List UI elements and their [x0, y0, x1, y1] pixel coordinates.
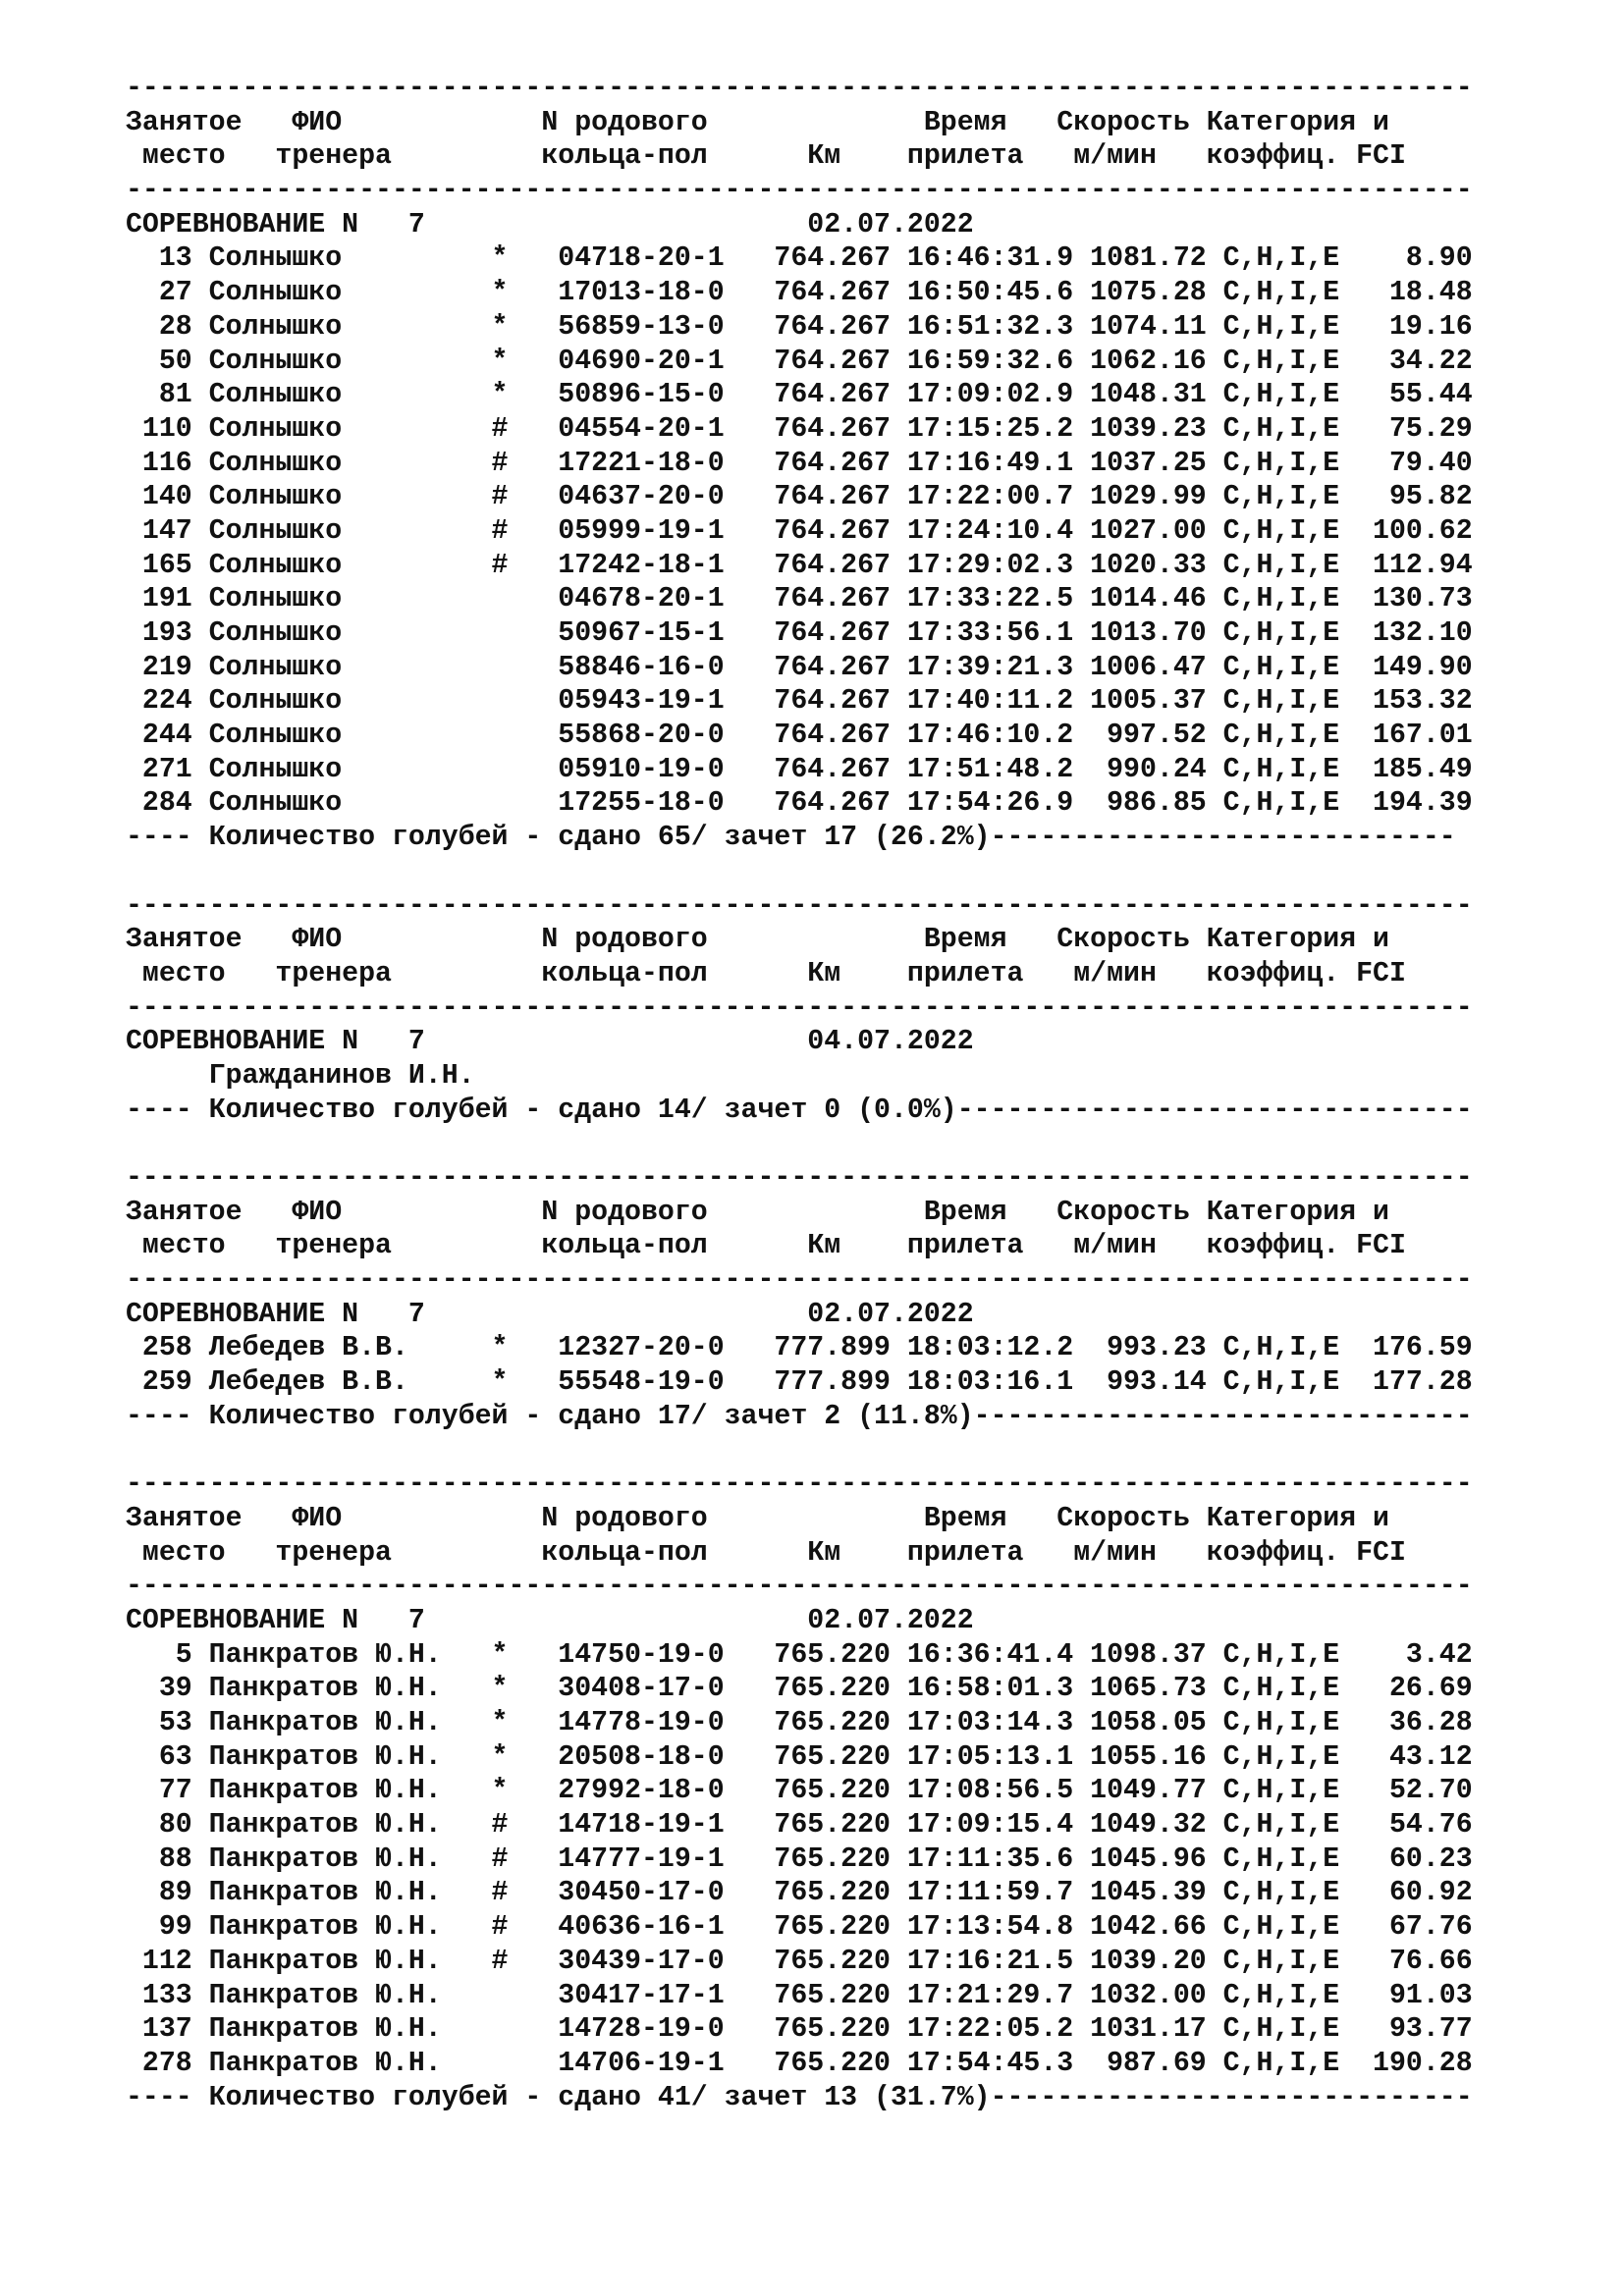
rule-top: --------------------------------------------------------------------------------- [126, 890, 1473, 922]
result-row: Гражданинов И.Н. [126, 1060, 475, 1092]
summary-line: ---- Количество голубей - сдано 65/ зачет 17 (26.2%)---------------------------- [126, 823, 1456, 854]
result-row: 116 Солнышко # 17221-18-0 764.267 17:16:49.1 1037.25 C,H,I,E 79.40 [126, 448, 1473, 479]
result-row: 110 Солнышко # 04554-20-1 764.267 17:15:25.2 1039.23 C,H,I,E 75.29 [126, 413, 1473, 445]
result-row: 27 Солнышко * 17013-18-0 764.267 16:50:45.6 1075.28 C,H,I,E 18.48 [126, 278, 1473, 309]
competition-line: СОРЕВНОВАНИЕ N 7 02.07.2022 [126, 209, 974, 240]
result-row: 224 Солнышко 05943-19-1 764.267 17:40:11.2 1005.37 C,H,I,E 153.32 [126, 686, 1473, 718]
result-row: 140 Солнышко # 04637-20-0 764.267 17:22:00.7 1029.99 C,H,I,E 95.82 [126, 482, 1473, 513]
rule-mid: --------------------------------------------------------------------------------- [126, 1265, 1473, 1297]
result-row: 77 Панкратов Ю.Н. * 27992-18-0 765.220 17:08:56.5 1049.77 C,H,I,E 52.70 [126, 1776, 1473, 1807]
competition-line: СОРЕВНОВАНИЕ N 7 02.07.2022 [126, 1299, 974, 1330]
summary-line: ---- Количество голубей - сдано 14/ зачет 0 (0.0%)------------------------------- [126, 1095, 1473, 1126]
rule-top: --------------------------------------------------------------------------------- [126, 74, 1473, 104]
result-row: 88 Панкратов Ю.Н. # 14777-19-1 765.220 17:11:35.6 1045.96 C,H,I,E 60.23 [126, 1843, 1473, 1875]
result-row: 244 Солнышко 55868-20-0 764.267 17:46:10.2 997.52 C,H,I,E 167.01 [126, 721, 1473, 752]
result-row: 219 Солнышко 58846-16-0 764.267 17:39:21.3 1006.47 C,H,I,E 149.90 [126, 652, 1473, 683]
result-row: 112 Панкратов Ю.Н. # 30439-17-0 765.220 17:16:21.5 1039.20 C,H,I,E 76.66 [126, 1946, 1473, 1977]
column-header-line-2: место тренера кольца-пол Км прилета м/мин коэффиц. FCI [126, 141, 1406, 173]
result-row: 258 Лебедев В.В. * 12327-20-0 777.899 18:03:12.2 993.23 C,H,I,E 176.59 [126, 1333, 1473, 1364]
section-gap [126, 1128, 1473, 1162]
rule-mid: --------------------------------------------------------------------------------- [126, 1572, 1473, 1603]
result-row: 50 Солнышко * 04690-20-1 764.267 16:59:32.6 1062.16 C,H,I,E 34.22 [126, 346, 1473, 377]
competition-line: СОРЕВНОВАНИЕ N 7 02.07.2022 [126, 1605, 974, 1636]
section-gap [126, 1435, 1473, 1469]
result-row: 147 Солнышко # 05999-19-1 764.267 17:24:10.4 1027.00 C,H,I,E 100.62 [126, 515, 1473, 547]
results-document [126, 73, 1473, 2115]
column-header-line-1: Занятое ФИО N родового Время Скорость Категория и [126, 107, 1389, 138]
column-header-line-2: место тренера кольца-пол Км прилета м/мин коэффиц. FCI [126, 958, 1406, 989]
competition-line: СОРЕВНОВАНИЕ N 7 04.07.2022 [126, 1027, 974, 1058]
result-row: 81 Солнышко * 50896-15-0 764.267 17:09:02.9 1048.31 C,H,I,E 55.44 [126, 380, 1473, 411]
column-header-line-1: Занятое ФИО N родового Время Скорость Категория и [126, 925, 1389, 956]
column-header-line-1: Занятое ФИО N родового Время Скорость Категория и [126, 1197, 1389, 1228]
rule-mid: --------------------------------------------------------------------------------- [126, 992, 1473, 1024]
summary-line: ---- Количество голубей - сдано 17/ зачет 2 (11.8%)------------------------------ [126, 1401, 1473, 1432]
column-header-line-2: место тренера кольца-пол Км прилета м/мин коэффиц. FCI [126, 1231, 1406, 1262]
summary-line: ---- Количество голубей - сдано 41/ зачет 13 (31.7%)----------------------------- [126, 2082, 1473, 2113]
result-row: 259 Лебедев В.В. * 55548-19-0 777.899 18:03:16.1 993.14 C,H,I,E 177.28 [126, 1367, 1473, 1399]
result-row: 133 Панкратов Ю.Н. 30417-17-1 765.220 17:21:29.7 1032.00 C,H,I,E 91.03 [126, 1980, 1473, 2011]
result-row: 13 Солнышко * 04718-20-1 764.267 16:46:31.9 1081.72 C,H,I,E 8.90 [126, 243, 1473, 275]
result-row: 89 Панкратов Ю.Н. # 30450-17-0 765.220 17:11:59.7 1045.39 C,H,I,E 60.92 [126, 1878, 1473, 1909]
result-row: 80 Панкратов Ю.Н. # 14718-19-1 765.220 17:09:15.4 1049.32 C,H,I,E 54.76 [126, 1810, 1473, 1842]
result-row: 193 Солнышко 50967-15-1 764.267 17:33:56.1 1013.70 C,H,I,E 132.10 [126, 618, 1473, 649]
column-header-line-1: Занятое ФИО N родового Время Скорость Категория и [126, 1503, 1389, 1534]
result-row: 284 Солнышко 17255-18-0 764.267 17:54:26.9 986.85 C,H,I,E 194.39 [126, 788, 1473, 820]
result-row: 271 Солнышко 05910-19-0 764.267 17:51:48.2 990.24 C,H,I,E 185.49 [126, 754, 1473, 785]
result-row: 39 Панкратов Ю.Н. * 30408-17-0 765.220 16:58:01.3 1065.73 C,H,I,E 26.69 [126, 1674, 1473, 1705]
result-row: 165 Солнышко # 17242-18-1 764.267 17:29:02.3 1020.33 C,H,I,E 112.94 [126, 550, 1473, 581]
rule-mid: --------------------------------------------------------------------------------- [126, 176, 1473, 207]
section-gap [126, 856, 1473, 890]
rule-top: --------------------------------------------------------------------------------- [126, 1163, 1473, 1194]
result-row: 28 Солнышко * 56859-13-0 764.267 16:51:32.3 1074.11 C,H,I,E 19.16 [126, 311, 1473, 343]
result-row: 137 Панкратов Ю.Н. 14728-19-0 765.220 17:22:05.2 1031.17 C,H,I,E 93.77 [126, 2014, 1473, 2046]
result-row: 278 Панкратов Ю.Н. 14706-19-1 765.220 17:54:45.3 987.69 C,H,I,E 190.28 [126, 2048, 1473, 2079]
result-row: 191 Солнышко 04678-20-1 764.267 17:33:22.5 1014.46 C,H,I,E 130.73 [126, 584, 1473, 615]
rule-top: --------------------------------------------------------------------------------- [126, 1469, 1473, 1501]
result-row: 63 Панкратов Ю.Н. * 20508-18-0 765.220 17:05:13.1 1055.16 C,H,I,E 43.12 [126, 1741, 1473, 1773]
result-row: 99 Панкратов Ю.Н. # 40636-16-1 765.220 17:13:54.8 1042.66 C,H,I,E 67.76 [126, 1912, 1473, 1944]
result-row: 53 Панкратов Ю.Н. * 14778-19-0 765.220 17:03:14.3 1058.05 C,H,I,E 36.28 [126, 1708, 1473, 1738]
result-row: 5 Панкратов Ю.Н. * 14750-19-0 765.220 16:36:41.4 1098.37 C,H,I,E 3.42 [126, 1639, 1473, 1671]
column-header-line-2: место тренера кольца-пол Км прилета м/мин коэффиц. FCI [126, 1537, 1406, 1569]
